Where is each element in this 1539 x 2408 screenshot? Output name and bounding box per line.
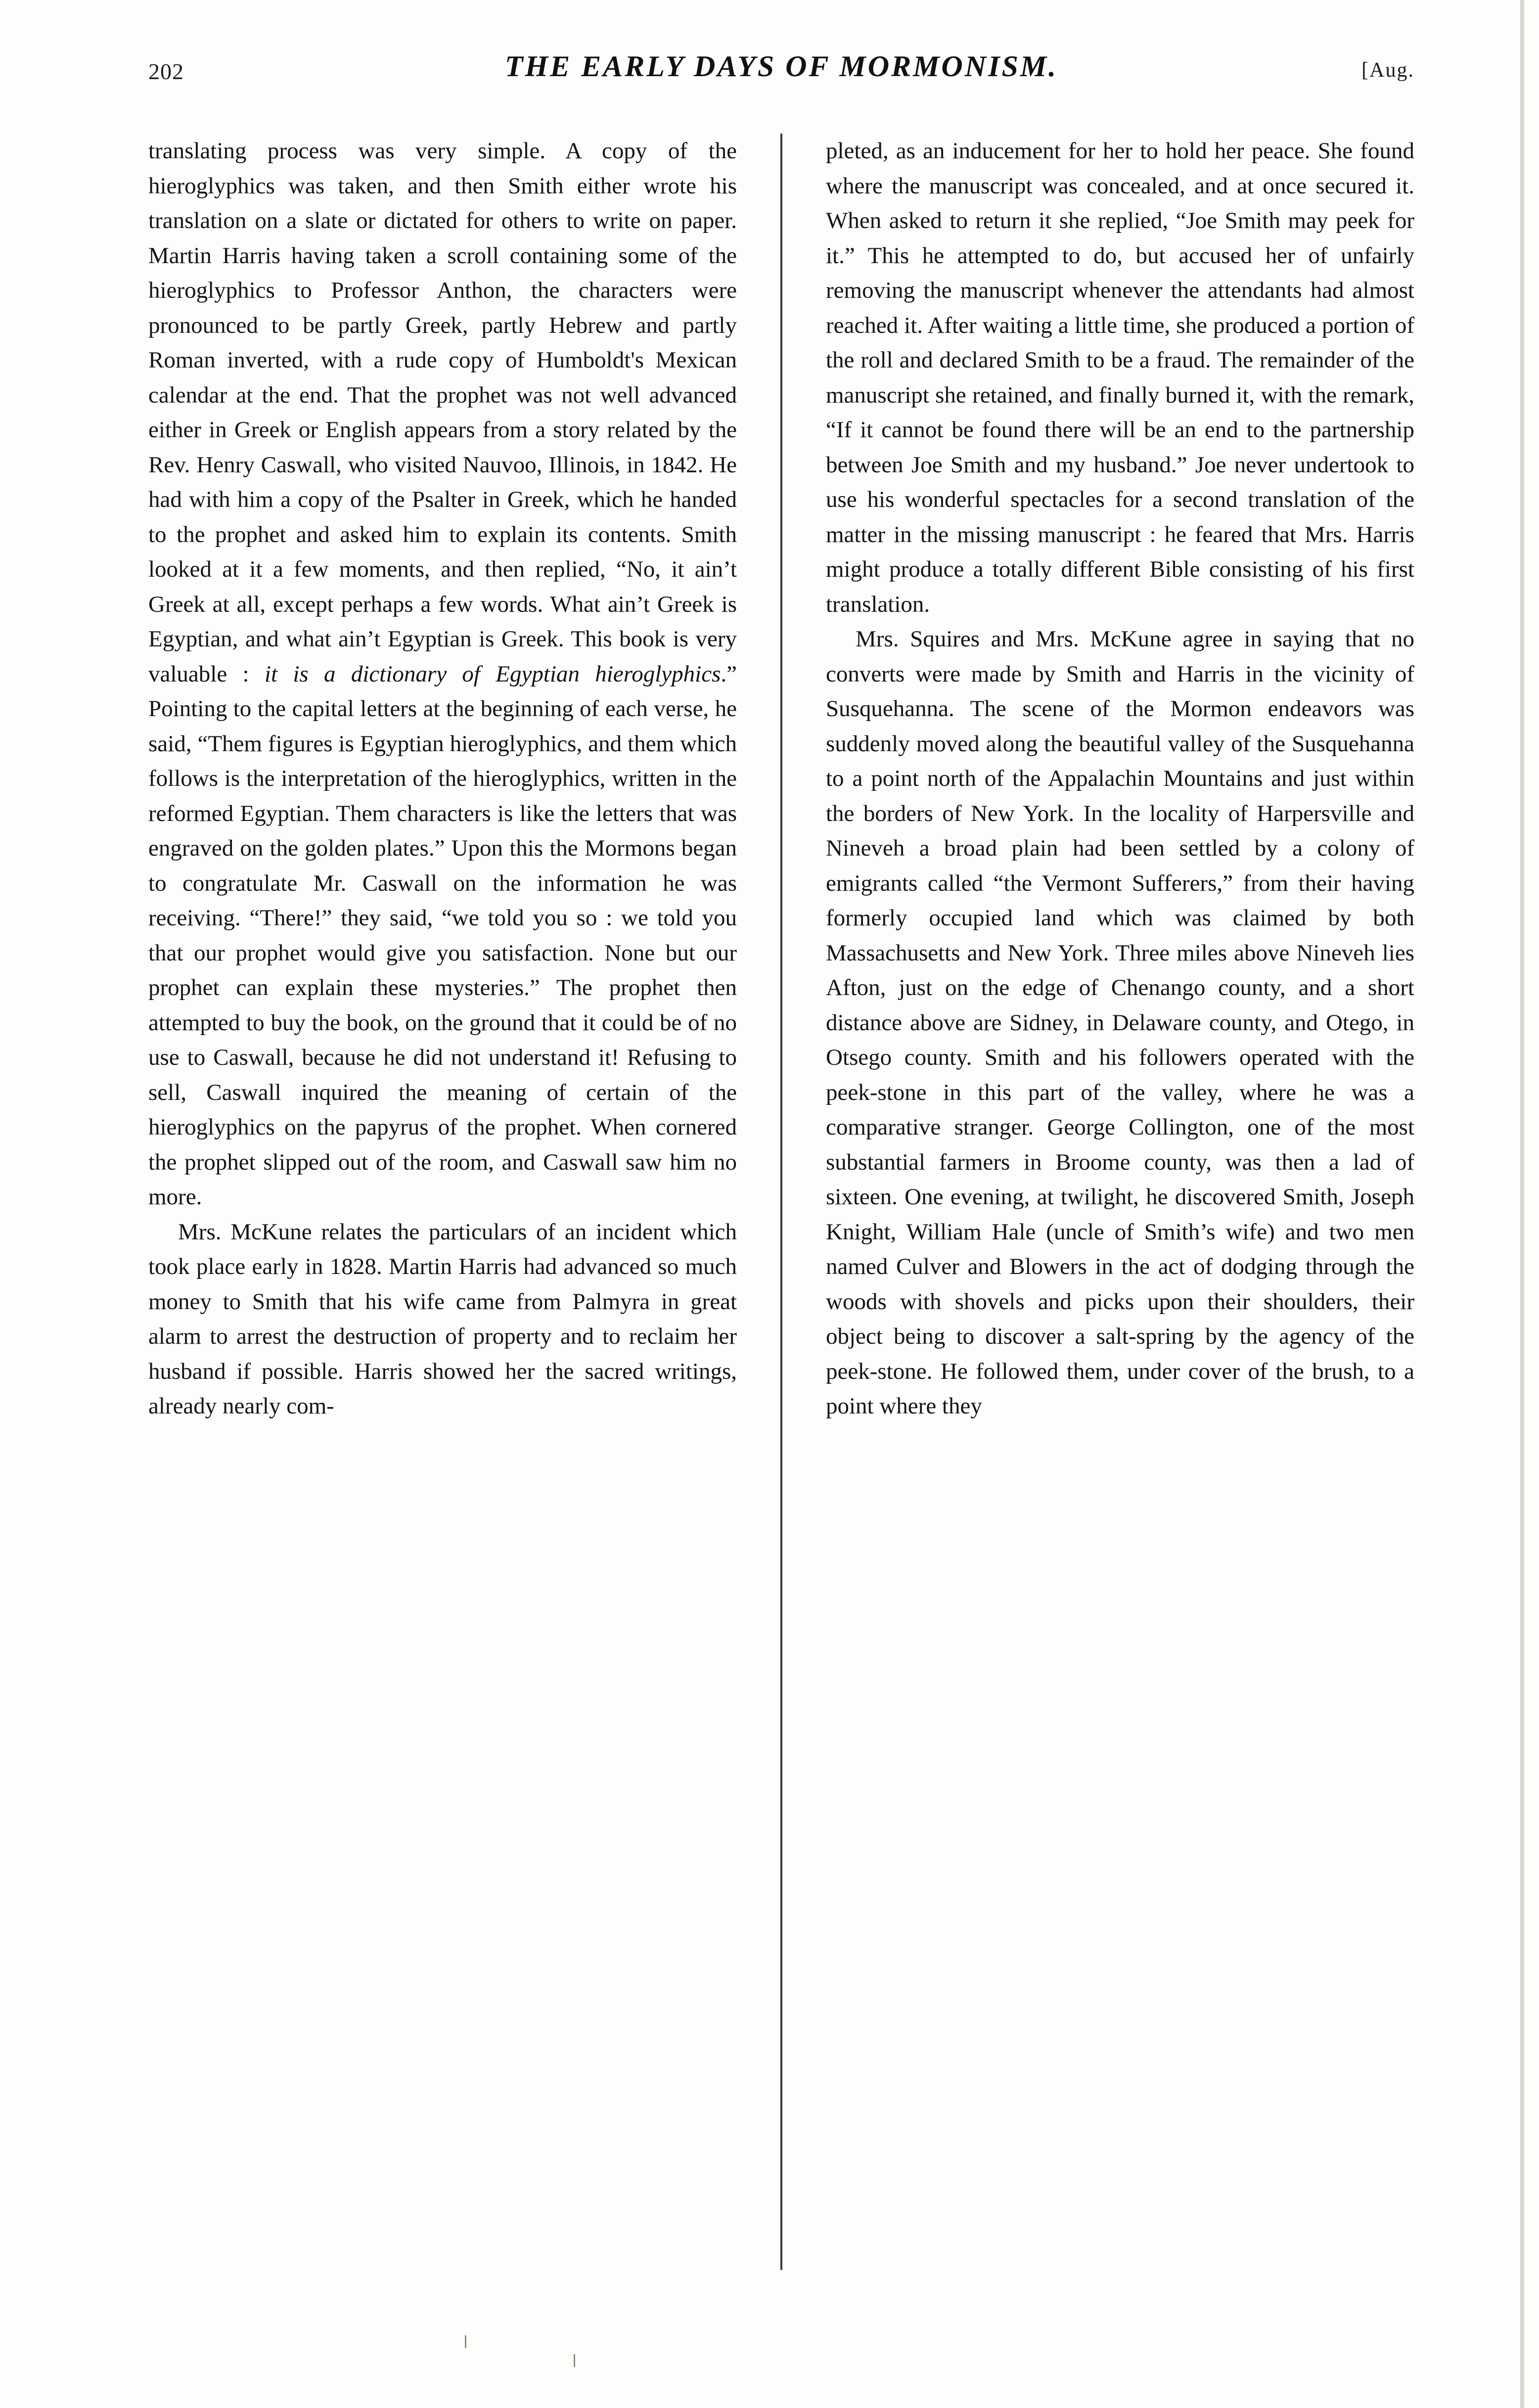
right-column	[826, 134, 1414, 1424]
page-number: 202	[148, 59, 184, 84]
page-header	[148, 49, 1414, 94]
text-columns	[148, 134, 1414, 2300]
running-title: THE EARLY DAYS OF MORMONISM.	[504, 50, 1058, 83]
paragraph-text-part-1: translating process was very simple. A copy of the hieroglyphics was taken, and then Smith either wrote his translation on a slate or dictated for others to write on paper. Martin Harris having taken a scroll containing some of the hieroglyphics to Professor Anthon, the characters were pronounced to be partly Greek, partly Hebrew and partly Roman inverted, with a rude copy of Humboldt's Mexican calendar at the end. That the prophet was not well advanced either in Greek or English appears from a story related by the Rev. Henry Caswall, who visited Nauvoo, Illinois, in 1842. He had with him a copy of the Psalter in Greek, which he handed to the prophet and asked him to explain its contents. Smith looked at it a few moments, and then replied, “No, it ain’t Greek at all, except perhaps a few words. What ain’t Greek is Egyptian, and what ain’t Egyptian is Greek. This book is very valuable :	[148, 138, 737, 687]
paragraph: pleted, as an inducement for her to hold her peace. She found where the manuscript was concealed, and at once secured it. When asked to return it she replied, “Joe Smith may peek for it.” This he attempted to do, but accused her of unfairly removing the manuscript whenever the attendants had almost reached it. After waiting a little time, she produced a portion of the roll and declared Smith to be a fraud. The remainder of the manuscript she retained, and finally burned it, with the remark, “If it cannot be found there will be an end to the partnership between Joe Smith and my husband.” Joe never undertook to use his wonderful spectacles for a second translation of the matter in the missing manuscript : he feared that Mrs. Harris might produce a totally different Bible consisting of his first translation.	[826, 138, 1414, 617]
paragraph: Mrs. Squires and Mrs. McKune agree in saying that no converts were made by Smith and Harris in the vicinity of Susquehanna. The scene of the Mormon endeavors was suddenly moved along the beautiful valley of the Susquehanna to a point north of the Appalachin Mountains and just within the borders of New York. In the locality of Harpersville and Nineveh a broad plain had been settled by a colony of emigrants called “the Vermont Sufferers,” from their having formerly occupied land which was claimed by both Massachusetts and New York. Three miles above Nineveh lies Afton, just on the edge of Chenango county, and a short distance above are Sidney, in Delaware county, and Otego, in Otsego county. Smith and his followers operated with the peek-stone in this part of the valley, where he was a comparative stranger. George Collington, one of the most substantial farmers in Broome county, was then a lad of sixteen. One evening, at twilight, he discovered Smith, Joseph Knight, William Hale (uncle of Smith’s wife) and two men named Culver and Blowers in the act of dodging through the woods with shovels and picks upon their shoulders, their object being to discover a salt-spring by the agency of the peek-stone. He followed them, under cover of the brush, to a point where they	[826, 626, 1414, 1419]
paragraph-text-part-2: .” Pointing to the capital letters at the beginning of each verse, he said, “Them figures is Egyptian hieroglyphics, and them which follows is the interpretation of the hieroglyphics, written in the reformed Egyptian. Them characters is like the letters that was engraved on the golden plates.” Upon this the Mormons began to congratulate Mr. Caswall on the information he was receiving. “There!” they said, “we told you so : we told you that our prophet would give you satisfaction. None but our prophet can explain these mysteries.” The prophet then attempted to buy the book, on the ground that it could be of no use to Caswall, because he did not understand it! Refusing to sell, Caswall inquired the meaning of certain of the hieroglyphics on the papyrus of the prophet. When cornered the prophet slipped out of the room, and Caswall saw him no more.	[148, 661, 737, 1210]
issue-month: [Aug.	[1361, 59, 1414, 82]
registration-mark	[465, 2335, 466, 2348]
paragraph	[148, 134, 737, 1215]
registration-mark	[574, 2354, 575, 2367]
scan-edge	[1520, 0, 1524, 2408]
column-divider-rule	[780, 134, 782, 2270]
italic-phrase: it is a dictionary of Egyptian hieroglyphics	[264, 661, 721, 687]
paragraph: Mrs. McKune relates the particulars of an incident which took place early in 1828. Martin Harris had advanced so much money to Smith that his wife came from Palmyra in great alarm to arrest the destruction of property and to reclaim her husband if possible. Harris showed her the sacred writings, already nearly com-	[148, 1219, 737, 1419]
left-column	[148, 134, 737, 1424]
